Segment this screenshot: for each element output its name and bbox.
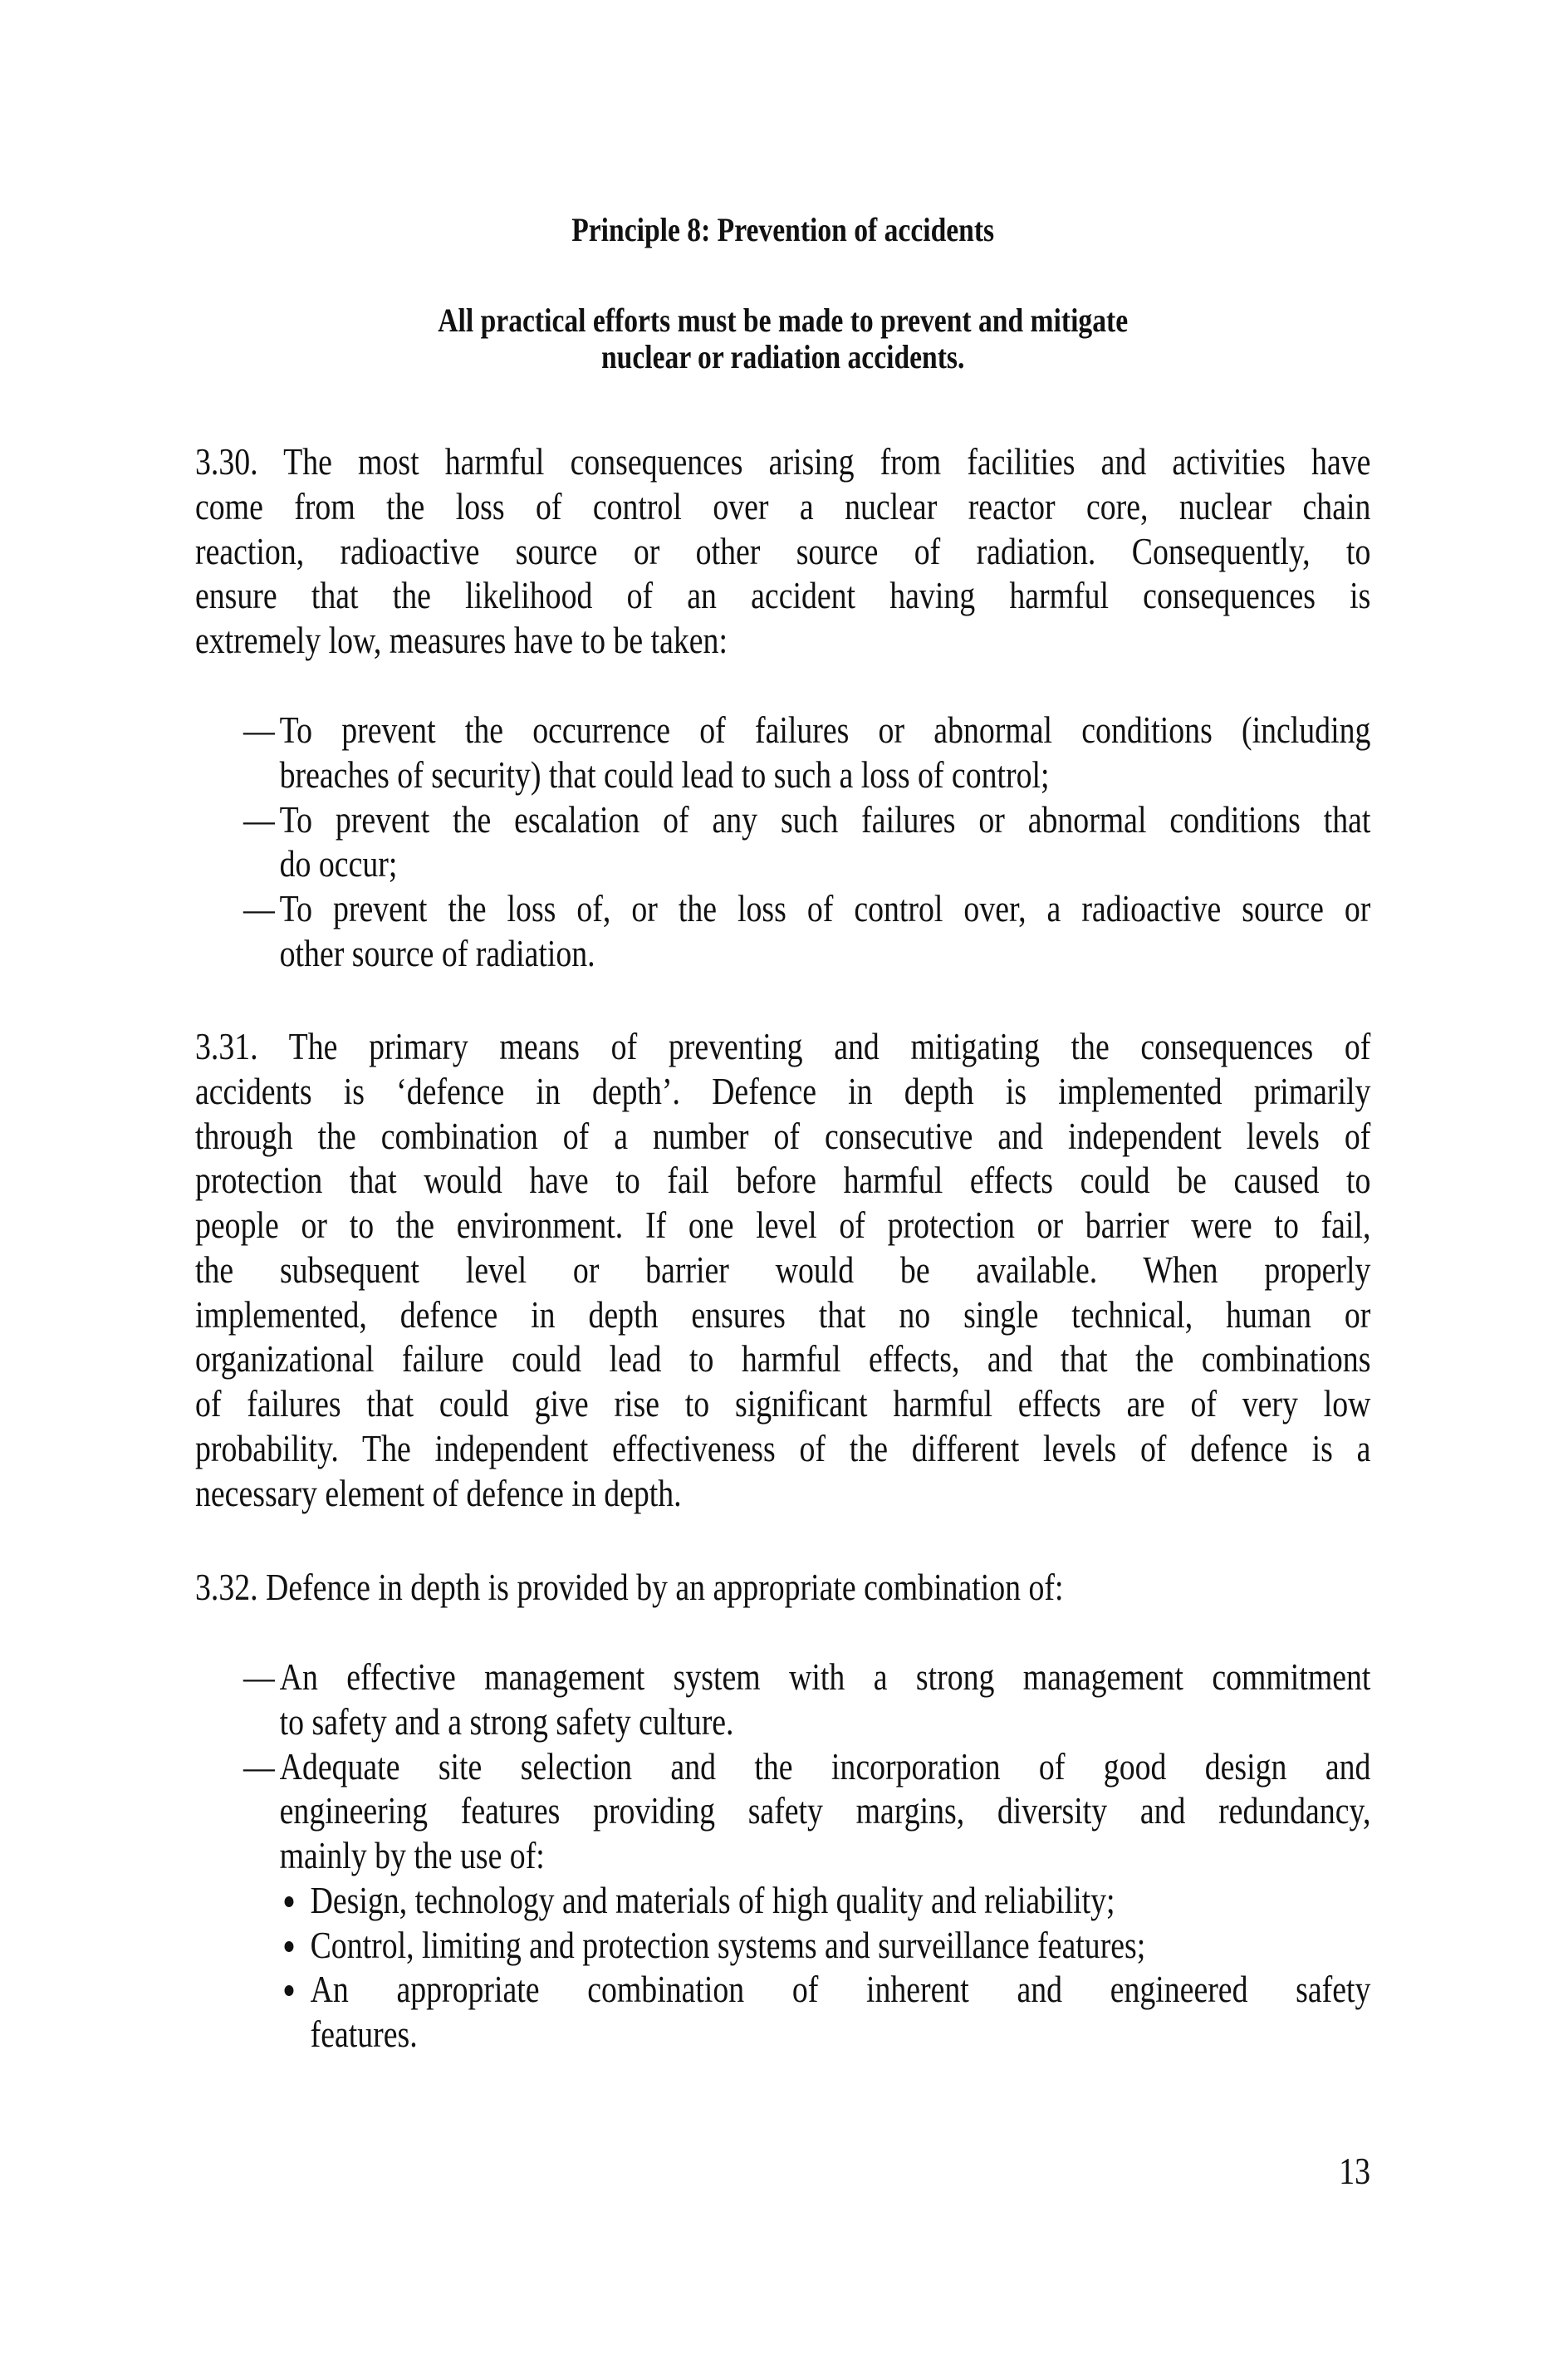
- principle-title: Principle 8: Prevention of accidents: [571, 211, 995, 248]
- sub-list-item: [195, 1924, 1370, 1969]
- paragraph-line: the subsequent level or barrier would be available. When properly: [195, 1248, 1371, 1291]
- paragraph-3-31: [195, 1025, 1370, 1516]
- bullet-icon: [285, 1941, 294, 1952]
- paragraph-line: extremely low, measures have to be taken:: [195, 620, 728, 661]
- principle-statement: [195, 302, 1370, 375]
- paragraph-line: necessary element of defence in depth.: [195, 1472, 682, 1514]
- paragraph-line: organizational failure could lead to harmful effects, and that the combinations: [195, 1338, 1371, 1381]
- paragraph-line: probability. The independent effectiveness of the different levels of defence is a: [195, 1427, 1371, 1469]
- list-item: [195, 709, 1370, 798]
- paragraph-line: reaction, radioactive source or other source of radiation. Consequently, to: [195, 530, 1371, 572]
- paragraph-3-32-list: [195, 1655, 1370, 2057]
- paragraph-line: 3.31. The primary means of preventing and mitigating the consequences of: [195, 1026, 1371, 1067]
- sub-list-item: [195, 1968, 1370, 2057]
- paragraph-line: of failures that could give rise to significant harmful effects are of very low: [195, 1383, 1371, 1425]
- list-item-line: engineering features providing safety margins, diversity and redundancy,: [279, 1790, 1371, 1832]
- paragraph-line: 3.30. The most harmful consequences arising from facilities and activities have: [195, 441, 1371, 483]
- list-item-line: other source of radiation.: [279, 932, 595, 974]
- dash-marker: —: [243, 709, 275, 751]
- principle-statement-line: nuclear or radiation accidents.: [600, 338, 965, 375]
- list-item-line: To prevent the escalation of any such failures or abnormal conditions that: [279, 798, 1371, 841]
- page-number: 13: [1339, 2150, 1370, 2192]
- paragraph-3-30: [195, 440, 1370, 664]
- list-item-line: Adequate site selection and the incorporation of good design and: [279, 1745, 1371, 1788]
- principle-title-block: [195, 209, 1370, 251]
- paragraph-line: implemented, defence in depth ensures that no single technical, human or: [195, 1293, 1371, 1336]
- sub-list-item-line: features.: [310, 2013, 418, 2055]
- paragraph-3-30-list: [195, 709, 1370, 977]
- list-item-line: to safety and a strong safety culture.: [279, 1700, 734, 1743]
- list-item: [195, 798, 1370, 888]
- list-item: [195, 1655, 1370, 1745]
- sub-list-item: [195, 1879, 1370, 1924]
- dash-marker: —: [243, 798, 275, 841]
- paragraph-line: through the combination of a number of consecutive and independent levels of: [195, 1115, 1371, 1157]
- list-item-line: do occur;: [279, 843, 398, 885]
- paragraph-line: people or to the environment. If one level of protection or barrier were to fail,: [195, 1204, 1371, 1246]
- dash-marker: —: [243, 1745, 275, 1788]
- list-item-line: mainly by the use of:: [279, 1835, 545, 1876]
- list-item-line: An effective management system with a strong management commitment: [279, 1656, 1371, 1698]
- paragraph-line: protection that would have to fail before harmful effects could be caused to: [195, 1160, 1371, 1202]
- list-item-line: To prevent the occurrence of failures or abnormal conditions (including: [279, 709, 1371, 751]
- paragraph-3-32: [195, 1566, 1370, 1611]
- bullet-icon: [285, 1896, 294, 1907]
- sub-list-item-line: Control, limiting and protection systems and surveillance features;: [310, 1924, 1146, 1966]
- bullet-icon: [285, 1985, 294, 1996]
- list-item-line: breaches of security) that could lead to such a loss of control;: [279, 753, 1050, 796]
- paragraph-line: ensure that the likelihood of an accident having harmful consequences is: [195, 575, 1371, 617]
- paragraph-line: 3.32. Defence in depth is provided by an appropriate combination of:: [195, 1567, 1064, 1608]
- sub-list-item-line: An appropriate combination of inherent and engineered safety: [310, 1969, 1371, 2011]
- dash-marker: —: [243, 888, 275, 929]
- list-item: [195, 887, 1370, 977]
- dash-marker: —: [243, 1656, 275, 1698]
- principle-statement-line: All practical efforts must be made to prevent and mitigate: [438, 302, 1129, 339]
- paragraph-line: accidents is ‘defence in depth’. Defence in depth is implemented primarily: [195, 1070, 1371, 1112]
- sub-list-item-line: Design, technology and materials of high quality and reliability;: [310, 1879, 1115, 1921]
- paragraph-line: come from the loss of control over a nuclear reactor core, nuclear chain: [195, 485, 1371, 527]
- list-item: [195, 1745, 1370, 1879]
- list-item-line: To prevent the loss of, or the loss of control over, a radioactive source or: [279, 888, 1371, 929]
